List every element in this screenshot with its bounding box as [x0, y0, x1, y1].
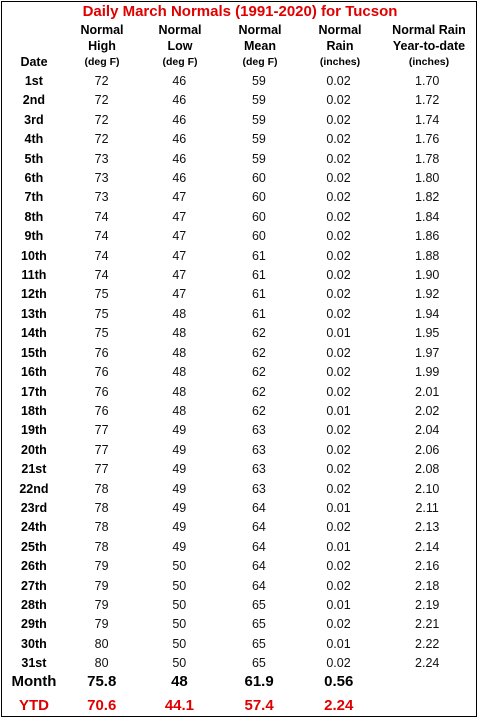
date-cell: 1st [24, 74, 43, 88]
month-high: 75.8 [87, 673, 117, 690]
rain-cell: 0.02 [326, 384, 351, 399]
rain-ytd-cell: 1.82 [415, 190, 440, 205]
table-row [4, 421, 476, 440]
low-cell: 49 [172, 442, 187, 457]
table-row [4, 285, 476, 304]
high-cell: 78 [94, 520, 109, 535]
mean-cell: 65 [251, 597, 266, 612]
rain-ytd-cell: 2.19 [415, 597, 440, 612]
rain-cell: 0.02 [326, 229, 351, 244]
date-cell: 8th [24, 209, 44, 224]
normals-table-frame [1, 1, 477, 717]
header-line: High [88, 39, 116, 53]
header-line: Normal [318, 23, 362, 37]
high-cell: 73 [94, 190, 109, 205]
low-cell: 48 [172, 384, 187, 399]
rain-cell: 0.02 [326, 287, 351, 302]
date-cell: 14th [21, 326, 47, 341]
table-row [4, 208, 476, 227]
header-line: Mean [244, 39, 276, 53]
mean-cell: 64 [251, 520, 266, 535]
rain-ytd-cell: 1.92 [415, 287, 440, 302]
table-row [4, 91, 476, 110]
date-cell: 5th [24, 151, 44, 166]
mean-cell: 62 [251, 326, 266, 341]
low-cell: 46 [172, 93, 187, 108]
high-cell: 76 [94, 345, 109, 360]
table-row [4, 130, 476, 149]
low-cell: 50 [172, 578, 187, 593]
header-normal-high [64, 22, 140, 72]
table-row [4, 402, 476, 421]
rain-ytd-cell: 1.76 [415, 132, 440, 147]
rain-ytd-cell: 1.72 [415, 93, 440, 108]
rain-cell: 0.02 [326, 365, 351, 380]
mean-cell: 62 [251, 345, 266, 360]
high-cell: 80 [94, 656, 109, 671]
mean-cell: 61 [251, 268, 266, 283]
rain-cell: 0.02 [326, 520, 351, 535]
rain-cell: 0.02 [326, 268, 351, 283]
mean-cell: 59 [251, 93, 266, 108]
header-normal-rain [300, 22, 380, 72]
table-row [4, 227, 476, 246]
rain-ytd-cell: 2.04 [415, 423, 440, 438]
rain-ytd-cell: 1.95 [415, 326, 440, 341]
rain-ytd-cell: 2.06 [415, 442, 440, 457]
mean-cell: 64 [251, 578, 266, 593]
low-cell: 50 [172, 636, 187, 651]
high-cell: 77 [94, 462, 109, 477]
rain-cell: 0.01 [326, 326, 351, 341]
date-cell: 12th [21, 287, 47, 302]
table-row [4, 615, 476, 634]
ytd-rain: 2.24 [324, 697, 354, 714]
month-summary-row [4, 670, 476, 694]
high-cell: 75 [94, 326, 109, 341]
rain-ytd-cell: 1.70 [415, 74, 440, 88]
rain-cell: 0.02 [326, 578, 351, 593]
high-cell: 75 [94, 306, 109, 321]
high-cell: 76 [94, 403, 109, 418]
header-line: Rain [326, 39, 354, 53]
date-cell: 18th [21, 403, 47, 418]
mean-cell: 60 [251, 229, 266, 244]
low-cell: 49 [172, 423, 187, 438]
low-cell: 48 [172, 403, 187, 418]
header-unit: (deg F) [162, 56, 198, 68]
low-cell: 48 [172, 365, 187, 380]
high-cell: 76 [94, 384, 109, 399]
mean-cell: 64 [251, 500, 266, 515]
table-row [4, 557, 476, 576]
month-mean: 61.9 [244, 673, 274, 690]
table-row [4, 441, 476, 460]
date-cell: 6th [24, 171, 44, 186]
rain-cell: 0.01 [326, 597, 351, 612]
rain-ytd-cell: 1.80 [415, 171, 440, 186]
date-cell: 26th [21, 559, 47, 574]
rain-ytd-cell: 1.86 [415, 229, 440, 244]
low-cell: 50 [172, 617, 187, 632]
low-cell: 47 [172, 268, 187, 283]
date-cell: 2nd [22, 93, 46, 108]
header-line: Year-to-date [392, 39, 466, 53]
header-date: Date [20, 55, 48, 69]
rain-ytd-cell: 2.02 [415, 403, 440, 418]
header-line: Normal [158, 23, 202, 37]
low-cell: 47 [172, 190, 187, 205]
low-cell: 49 [172, 462, 187, 477]
date-cell: 31st [21, 656, 47, 671]
mean-cell: 61 [251, 306, 266, 321]
high-cell: 78 [94, 481, 109, 496]
date-cell: 21st [21, 462, 47, 477]
rain-ytd-cell: 2.13 [415, 520, 440, 535]
rain-cell: 0.02 [326, 656, 351, 671]
rain-ytd-cell: 1.84 [415, 209, 440, 224]
mean-cell: 60 [251, 171, 266, 186]
high-cell: 73 [94, 171, 109, 186]
mean-cell: 60 [251, 209, 266, 224]
rain-cell: 0.01 [326, 500, 351, 515]
table-row [4, 383, 476, 402]
rain-cell: 0.02 [326, 171, 351, 186]
rain-cell: 0.02 [326, 617, 351, 632]
date-cell: 24th [21, 520, 47, 535]
high-cell: 74 [94, 268, 109, 283]
mean-cell: 62 [251, 384, 266, 399]
rain-cell: 0.02 [326, 151, 351, 166]
date-cell: 29th [21, 617, 47, 632]
page-title: Daily March Normals (1991-2020) for Tucson [82, 3, 398, 20]
low-cell: 47 [172, 229, 187, 244]
table-row [4, 480, 476, 499]
ytd-high: 70.6 [87, 697, 117, 714]
high-cell: 79 [94, 617, 109, 632]
table-row [4, 538, 476, 557]
rain-cell: 0.02 [326, 306, 351, 321]
rain-ytd-cell: 2.10 [415, 481, 440, 496]
table-row [4, 635, 476, 654]
low-cell: 50 [172, 559, 187, 574]
rain-cell: 0.02 [326, 132, 351, 147]
high-cell: 78 [94, 500, 109, 515]
date-cell: 7th [24, 190, 44, 205]
table-row [4, 460, 476, 479]
low-cell: 49 [172, 520, 187, 535]
summary-table [4, 670, 476, 718]
table-row [4, 150, 476, 169]
rain-ytd-cell: 2.14 [415, 539, 440, 554]
header-unit: (inches) [319, 56, 361, 68]
low-cell: 48 [172, 326, 187, 341]
high-cell: 79 [94, 578, 109, 593]
rain-cell: 0.02 [326, 93, 351, 108]
header-normal-mean [220, 22, 300, 72]
date-cell: 20th [21, 442, 47, 457]
mean-cell: 59 [251, 74, 266, 88]
month-rain: 0.56 [324, 673, 354, 690]
daily-normals-table [4, 72, 476, 674]
rain-cell: 0.02 [326, 112, 351, 127]
mean-cell: 59 [251, 112, 266, 127]
low-cell: 47 [172, 248, 187, 263]
ytd-mean: 57.4 [244, 697, 274, 714]
mean-cell: 59 [251, 132, 266, 147]
low-cell: 47 [172, 287, 187, 302]
rain-cell: 0.02 [326, 345, 351, 360]
low-cell: 50 [172, 597, 187, 612]
high-cell: 72 [94, 74, 109, 88]
rain-cell: 0.02 [326, 442, 351, 457]
ytd-label: YTD [18, 697, 49, 714]
mean-cell: 59 [251, 151, 266, 166]
ytd-empty-cell [379, 694, 476, 718]
mean-cell: 63 [251, 462, 266, 477]
header-unit: (inches) [408, 56, 450, 68]
header-line: Normal Rain [392, 23, 466, 37]
date-cell: 27th [21, 578, 47, 593]
mean-cell: 61 [251, 287, 266, 302]
month-empty-cell [379, 670, 476, 694]
rain-cell: 0.02 [326, 248, 351, 263]
header-normal-low [140, 22, 220, 72]
date-cell: 17th [21, 384, 47, 399]
date-cell: 9th [24, 229, 44, 244]
table-row [4, 577, 476, 596]
rain-ytd-cell: 1.90 [415, 268, 440, 283]
rain-cell: 0.02 [326, 74, 351, 88]
high-cell: 78 [94, 539, 109, 554]
date-cell: 11th [21, 268, 47, 283]
rain-cell: 0.02 [326, 462, 351, 477]
mean-cell: 64 [251, 539, 266, 554]
low-cell: 46 [172, 151, 187, 166]
low-cell: 49 [172, 539, 187, 554]
date-cell: 19th [21, 423, 47, 438]
table-row [4, 518, 476, 537]
date-cell: 13th [21, 306, 47, 321]
rain-cell: 0.02 [326, 209, 351, 224]
high-cell: 80 [94, 636, 109, 651]
rain-ytd-cell: 2.08 [415, 462, 440, 477]
mean-cell: 65 [251, 617, 266, 632]
ytd-summary-row [4, 694, 476, 718]
mean-cell: 63 [251, 481, 266, 496]
date-cell: 23rd [20, 500, 48, 515]
low-cell: 46 [172, 171, 187, 186]
mean-cell: 62 [251, 365, 266, 380]
high-cell: 77 [94, 442, 109, 457]
high-cell: 76 [94, 365, 109, 380]
table-row [4, 344, 476, 363]
low-cell: 48 [172, 306, 187, 321]
table-row [4, 169, 476, 188]
header-line: Normal [238, 23, 282, 37]
rain-cell: 0.01 [326, 539, 351, 554]
table-row [4, 363, 476, 382]
rain-cell: 0.01 [326, 403, 351, 418]
table-row [4, 499, 476, 518]
header-unit: (deg F) [84, 56, 120, 68]
table-row [4, 247, 476, 266]
date-cell: 28th [21, 597, 47, 612]
high-cell: 72 [94, 93, 109, 108]
rain-ytd-cell: 2.24 [415, 656, 440, 671]
rain-cell: 0.02 [326, 559, 351, 574]
high-cell: 72 [94, 132, 109, 147]
ytd-low: 44.1 [164, 697, 195, 714]
date-cell: 10th [21, 248, 47, 263]
high-cell: 75 [94, 287, 109, 302]
high-cell: 77 [94, 423, 109, 438]
mean-cell: 65 [251, 656, 266, 671]
mean-cell: 61 [251, 248, 266, 263]
low-cell: 49 [172, 500, 187, 515]
table-row [4, 188, 476, 207]
month-label: Month [11, 673, 57, 690]
low-cell: 48 [172, 345, 187, 360]
mean-cell: 65 [251, 636, 266, 651]
rain-ytd-cell: 2.16 [415, 559, 440, 574]
low-cell: 49 [172, 481, 187, 496]
table-row [4, 111, 476, 130]
high-cell: 74 [94, 209, 109, 224]
low-cell: 47 [172, 209, 187, 224]
rain-cell: 0.02 [326, 423, 351, 438]
high-cell: 73 [94, 151, 109, 166]
mean-cell: 64 [251, 559, 266, 574]
date-cell: 3rd [24, 112, 44, 127]
date-cell: 4th [24, 132, 44, 147]
high-cell: 74 [94, 229, 109, 244]
low-cell: 50 [172, 656, 187, 671]
rain-ytd-cell: 1.78 [415, 151, 440, 166]
rain-ytd-cell: 1.97 [415, 345, 440, 360]
low-cell: 46 [172, 112, 187, 127]
header-line: Normal [80, 23, 124, 37]
table-row [4, 72, 476, 91]
header-line: Low [167, 39, 193, 53]
low-cell: 46 [172, 132, 187, 147]
rain-ytd-cell: 2.22 [415, 636, 440, 651]
rain-ytd-cell: 1.74 [415, 112, 440, 127]
rain-ytd-cell: 1.88 [415, 248, 440, 263]
month-low: 48 [171, 673, 188, 690]
rain-cell: 0.01 [326, 636, 351, 651]
date-cell: 30th [21, 636, 47, 651]
date-cell: 25th [21, 539, 47, 554]
table-row [4, 266, 476, 285]
high-cell: 79 [94, 559, 109, 574]
rain-cell: 0.02 [326, 481, 351, 496]
table-row [4, 596, 476, 615]
date-cell: 15th [21, 345, 47, 360]
rain-cell: 0.02 [326, 190, 351, 205]
rain-ytd-cell: 2.18 [415, 578, 440, 593]
header-unit: (deg F) [242, 56, 278, 68]
rain-ytd-cell: 1.99 [415, 365, 440, 380]
mean-cell: 63 [251, 423, 266, 438]
mean-cell: 62 [251, 403, 266, 418]
high-cell: 74 [94, 248, 109, 263]
high-cell: 79 [94, 597, 109, 612]
header-normal-rain-ytd [380, 22, 478, 72]
rain-ytd-cell: 2.11 [415, 500, 439, 515]
table-row [4, 305, 476, 324]
mean-cell: 60 [251, 190, 266, 205]
high-cell: 72 [94, 112, 109, 127]
date-cell: 22nd [19, 481, 49, 496]
low-cell: 46 [172, 74, 187, 88]
mean-cell: 63 [251, 442, 266, 457]
rain-ytd-cell: 2.01 [415, 384, 440, 399]
rain-ytd-cell: 2.21 [415, 617, 440, 632]
date-cell: 16th [21, 365, 47, 380]
table-row [4, 324, 476, 343]
rain-ytd-cell: 1.94 [415, 306, 440, 321]
